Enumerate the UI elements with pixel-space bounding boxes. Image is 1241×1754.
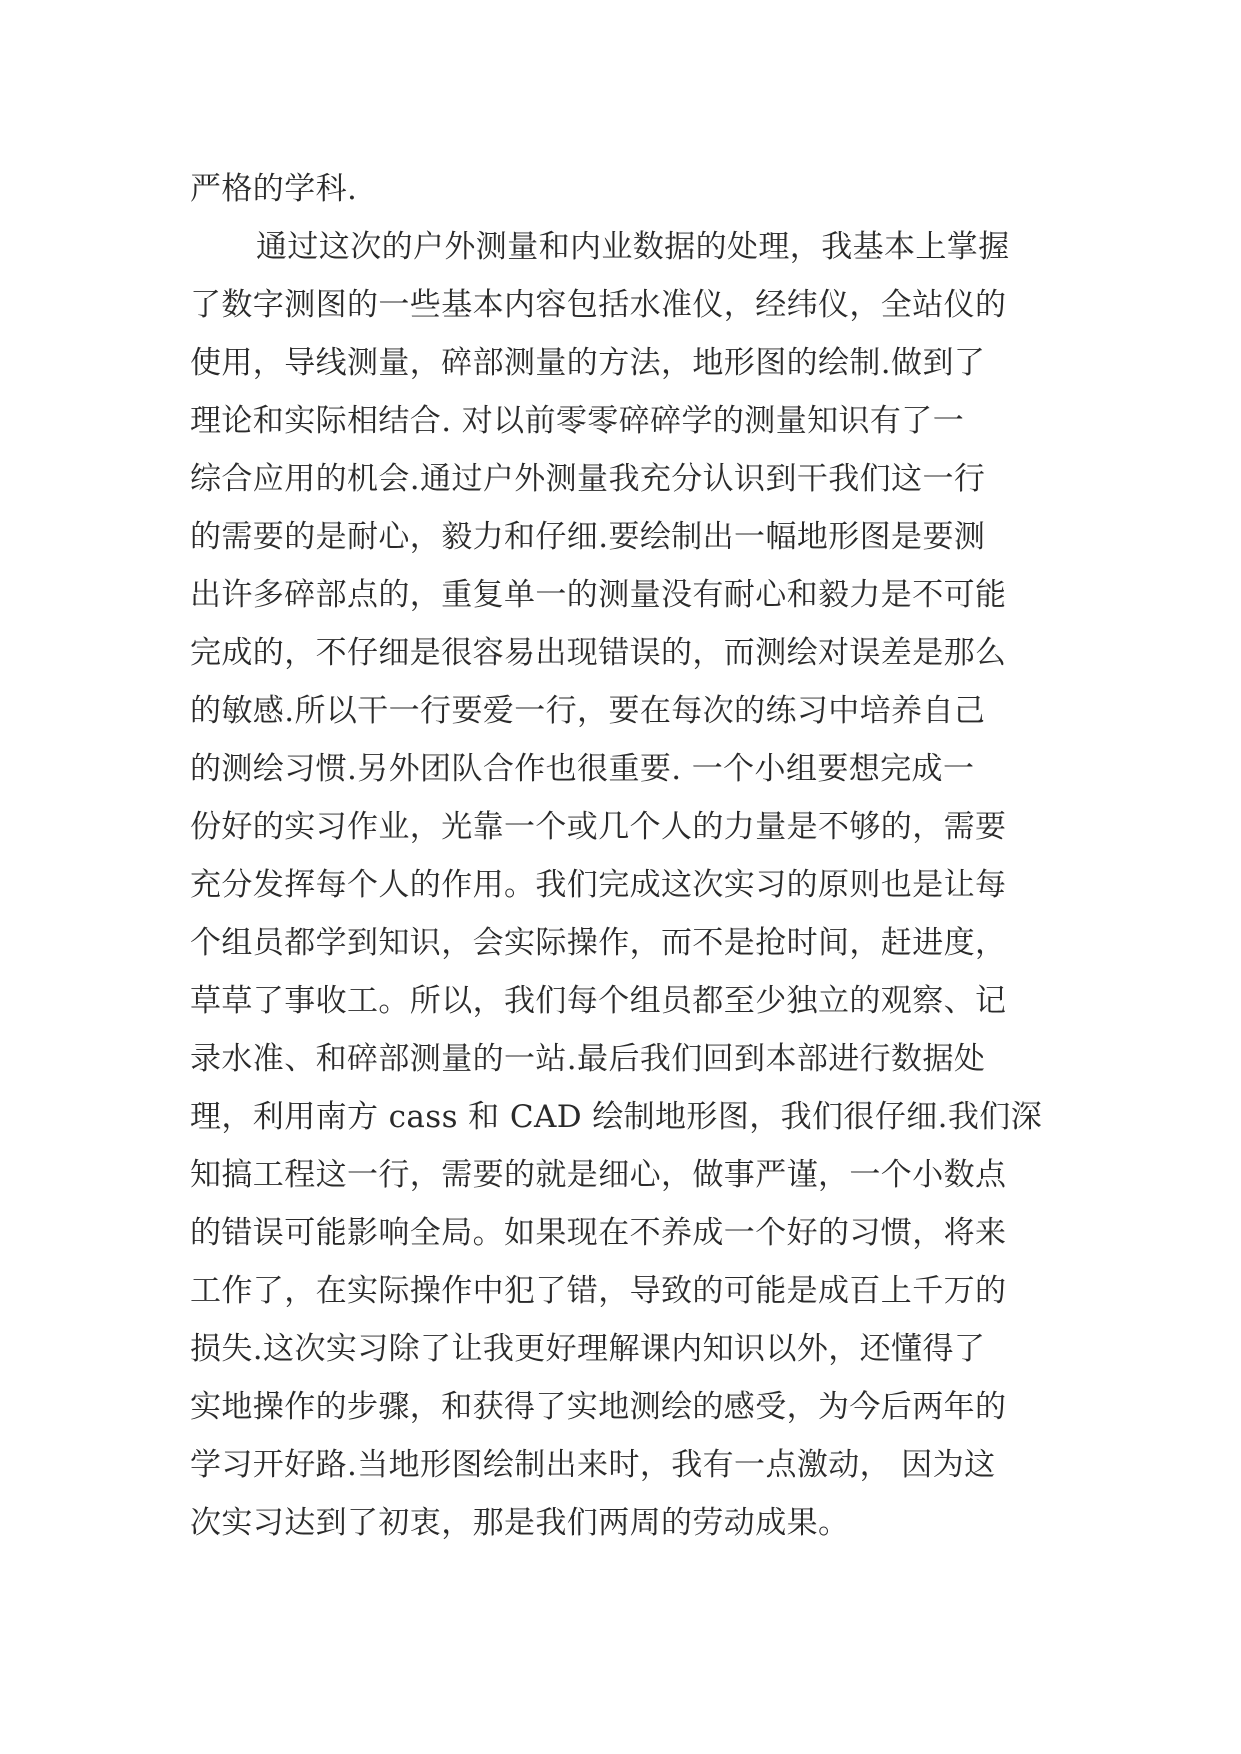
text-line-1: 严格的学科. — [190, 171, 358, 207]
text-line-18: 知搞工程这一行，需要的就是细心，做事严谨，一个小数点 — [190, 1157, 1007, 1193]
text-line-24: 次实习达到了初衷，那是我们两周的劳动成果。 — [190, 1505, 850, 1541]
text-line-16: 录水准、和碎部测量的一站.最后我们回到本部进行数据处 — [190, 1041, 986, 1077]
text-line-20: 工作了，在实际操作中犯了错，导致的可能是成百上千万的 — [190, 1273, 1007, 1309]
text-line-13: 充分发挥每个人的作用。我们完成这次实习的原则也是让每 — [190, 867, 1007, 903]
body-text — [190, 160, 1050, 1552]
text-line-12: 份好的实习作业，光靠一个或几个人的力量是不够的，需要 — [190, 809, 1007, 845]
text-line-22: 实地操作的步骤，和获得了实地测绘的感受，为今后两年的 — [190, 1389, 1007, 1425]
text-line-14: 个组员都学到知识，会实际操作，而不是抢时间，赶进度， — [190, 925, 1007, 961]
text-line-15: 草草了事收工。所以，我们每个组员都至少独立的观察、记 — [190, 983, 1007, 1019]
text-line-17: 理，利用南方 cass 和 CAD 绘制地形图，我们很仔细.我们深 — [190, 1099, 1043, 1135]
text-line-7: 的需要的是耐心，毅力和仔细.要绘制出一幅地形图是要测 — [190, 519, 986, 555]
text-line-11: 的测绘习惯.另外团队合作也很重要. 一个小组要想完成一 — [190, 751, 975, 787]
text-line-8: 出许多碎部点的，重复单一的测量没有耐心和毅力是不可能 — [190, 577, 1007, 613]
text-line-10: 的敏感.所以干一行要爱一行，要在每次的练习中培养自己 — [190, 693, 986, 729]
text-line-21: 损失.这次实习除了让我更好理解课内知识以外，还懂得了 — [190, 1331, 986, 1367]
paragraph-start-line: 通过这次的户外测量和内业数据的处理，我基本上掌握 — [256, 229, 1010, 265]
text-line-6: 综合应用的机会.通过户外测量我充分认识到干我们这一行 — [190, 461, 986, 497]
text-line-4: 使用，导线测量，碎部测量的方法，地形图的绘制.做到了 — [190, 345, 986, 381]
text-line-23: 学习开好路.当地形图绘制出来时，我有一点激动， 因为这 — [190, 1447, 996, 1483]
text-line-9: 完成的，不仔细是很容易出现错误的，而测绘对误差是那么 — [190, 635, 1007, 671]
text-line-3: 了数字测图的一些基本内容包括水准仪，经纬仪，全站仪的 — [190, 287, 1007, 323]
text-line-19: 的错误可能影响全局。如果现在不养成一个好的习惯，将来 — [190, 1215, 1007, 1251]
text-line-5: 理论和实际相结合. 对以前零零碎碎学的测量知识有了一 — [190, 403, 965, 439]
